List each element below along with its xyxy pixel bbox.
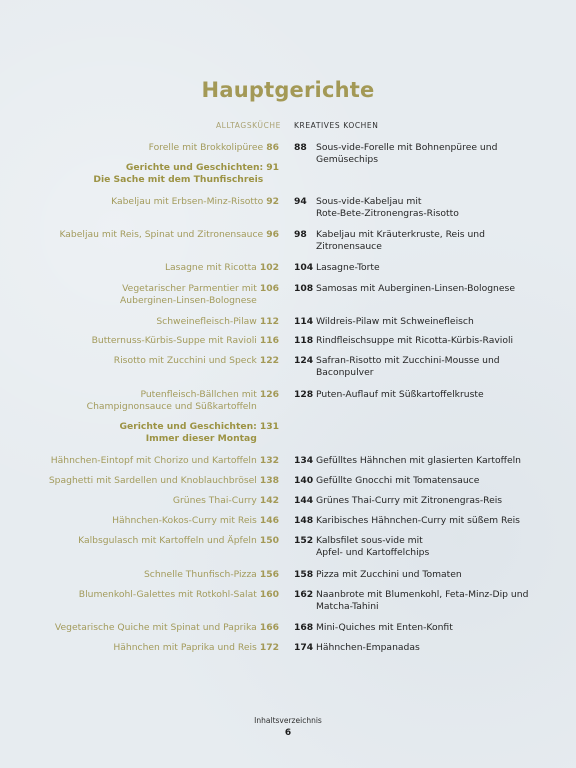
everyday-recipe-entry[interactable]	[144, 569, 279, 581]
column-heading-everyday: ALLTAGSKÜCHE	[215, 121, 281, 130]
entry-title: Blumenkohl-Galettes mit Rotkohl-Salat	[78, 589, 257, 600]
entry-title-line	[120, 283, 279, 295]
entry-title-line	[173, 495, 279, 507]
everyday-recipe-entry[interactable]	[55, 622, 279, 634]
entry-title-line: Pizza mit Zucchini und Tomaten	[316, 569, 462, 580]
everyday-recipe-entry[interactable]	[156, 316, 279, 328]
entry-title: Auberginen-Linsen-Bolognese	[120, 295, 257, 306]
entry-title: Lasagne mit Ricotta	[164, 262, 257, 273]
entry-title-line	[78, 535, 279, 547]
entry-page-number: 94	[294, 196, 307, 207]
entry-title: Forelle mit Brokkolipüree	[148, 142, 264, 153]
entry-title-line: Kabeljau mit Kräuterkruste, Reis und	[316, 229, 485, 240]
entry-page-number: 98	[294, 229, 307, 240]
entry-page-number: 104	[294, 262, 314, 273]
everyday-recipe-entry[interactable]	[87, 389, 279, 413]
everyday-recipe-entry[interactable]	[79, 589, 279, 601]
entry-title: Schnelle Thunfisch-Pizza	[143, 569, 257, 580]
entry-title-line: Puten-Auflauf mit Süßkartoffelkruste	[316, 389, 484, 400]
creative-recipe-entry[interactable]	[294, 389, 484, 401]
entry-title: Vegetarischer Parmentier mit	[122, 283, 257, 294]
page-number: 6	[284, 728, 292, 738]
entry-title-line	[93, 174, 279, 186]
creative-recipe-entry[interactable]	[294, 642, 420, 654]
entry-title: Kabeljau mit Reis, Spinat und Zitronensauce	[59, 229, 264, 240]
creative-recipe-entry[interactable]	[294, 229, 485, 253]
creative-recipe-entry[interactable]	[294, 622, 453, 634]
entry-title-line: Rindfleischsuppe mit Ricotta-Kürbis-Ravioli	[316, 335, 514, 346]
entry-page-number: 140	[294, 475, 314, 486]
entry-title-line	[119, 433, 279, 445]
entry-page-number: 156	[259, 569, 279, 580]
entry-page-number: 132	[259, 455, 279, 466]
entry-page-number: 166	[259, 622, 279, 633]
entry-title: Immer dieser Montag	[145, 433, 257, 444]
entry-title: Champignonsauce und Süßkartoffeln	[86, 401, 257, 412]
entry-page-number: 124	[294, 355, 314, 366]
entry-page-number: 168	[294, 622, 314, 633]
creative-recipe-entry[interactable]	[294, 316, 474, 328]
entry-page-number: 150	[259, 535, 279, 546]
entry-title-line: Gefülltes Hähnchen mit glasierten Kartoffeln	[316, 455, 522, 466]
entry-page-number: 152	[294, 535, 314, 546]
creative-recipe-entry[interactable]	[294, 515, 520, 527]
creative-recipe-entry[interactable]	[294, 495, 502, 507]
page-title: Hauptgerichte	[201, 78, 375, 102]
entry-title: Kalbsgulasch mit Kartoffeln und Äpfeln	[78, 535, 257, 546]
entry-title-line	[55, 622, 279, 634]
entry-page-number: 96	[266, 229, 279, 240]
entry-title: Hähnchen mit Paprika und Reis	[113, 642, 257, 653]
story-entry[interactable]	[119, 421, 279, 445]
entry-title	[316, 535, 429, 559]
entry-title-line	[114, 355, 279, 367]
entry-title-line	[87, 401, 279, 413]
entry-title-line: Gefüllte Gnocchi mit Tomatensauce	[316, 475, 480, 486]
entry-page-number: 128	[294, 389, 314, 400]
entry-title-line: Sous-vide-Kabeljau mit	[316, 196, 422, 207]
entry-title-line	[112, 515, 279, 527]
entry-title-line	[120, 295, 279, 307]
everyday-recipe-entry[interactable]	[173, 495, 279, 507]
story-entry[interactable]	[93, 162, 279, 186]
entry-page-number: 102	[259, 262, 279, 273]
entry-title	[316, 622, 453, 634]
everyday-recipe-entry[interactable]	[165, 262, 279, 274]
entry-page-number: 134	[294, 455, 314, 466]
entry-title	[316, 569, 462, 581]
entry-title	[316, 355, 500, 379]
entry-title: Kabeljau mit Erbsen-Minz-Risotto	[111, 196, 264, 207]
entry-title-line	[93, 162, 279, 174]
entry-title: Hähnchen-Kokos-Curry mit Reis	[112, 515, 257, 526]
entry-title	[316, 642, 420, 654]
creative-recipe-entry[interactable]	[294, 569, 462, 581]
creative-recipe-entry[interactable]	[294, 262, 380, 274]
entry-title-line: Apfel- und Kartoffelchips	[316, 547, 430, 558]
entry-title: Gerichte und Geschichten:	[119, 421, 257, 432]
entry-title-line: Kalbsfilet sous-vide mit	[316, 535, 423, 546]
entry-title	[316, 389, 484, 401]
entry-title-line	[156, 316, 279, 328]
entry-page-number: 108	[294, 283, 314, 294]
creative-recipe-entry[interactable]	[294, 335, 513, 347]
entry-title	[316, 455, 521, 467]
entry-title: Putenfleisch-Bällchen mit	[140, 389, 257, 400]
entry-title	[316, 142, 497, 166]
everyday-recipe-entry[interactable]	[113, 642, 279, 654]
entry-title-line	[87, 389, 279, 401]
entry-title-line	[111, 196, 279, 208]
everyday-recipe-entry[interactable]	[111, 196, 279, 208]
everyday-recipe-entry[interactable]	[59, 229, 279, 241]
entry-title-line: Sous-vide-Forelle mit Bohnenpüree und	[316, 142, 498, 153]
entry-title-line: Samosas mit Auberginen-Linsen-Bolognese	[316, 283, 515, 294]
entry-page-number: 160	[259, 589, 279, 600]
entry-page-number: 144	[294, 495, 314, 506]
entry-title	[316, 316, 474, 328]
entry-page-number: 158	[294, 569, 314, 580]
column-heading-creative: KREATIVES KOCHEN	[294, 121, 379, 130]
entry-title-line: Mini-Quiches mit Enten-Konfit	[316, 622, 453, 633]
entry-title	[316, 196, 459, 220]
entry-title-line: Hähnchen-Empanadas	[316, 642, 420, 653]
footer-label: Inhaltsverzeichnis	[254, 716, 322, 725]
entry-page-number: 88	[294, 142, 307, 153]
entry-page-number: 172	[259, 642, 279, 653]
everyday-recipe-entry[interactable]	[49, 475, 279, 487]
creative-recipe-entry[interactable]	[294, 355, 500, 379]
entry-title-line: Lasagne-Torte	[316, 262, 380, 273]
entry-title: Schweinefleisch-Pilaw	[156, 316, 257, 327]
entry-title-line: Matcha-Tahini	[316, 601, 379, 612]
entry-page-number: 122	[259, 355, 279, 366]
entry-title	[316, 475, 479, 487]
entry-title-line: Wildreis-Pilaw mit Schweinefleisch	[316, 316, 474, 327]
creative-recipe-entry[interactable]	[294, 475, 479, 487]
entry-page-number: 114	[294, 316, 314, 327]
creative-recipe-entry[interactable]	[294, 455, 521, 467]
entry-title: Grünes Thai-Curry	[172, 495, 257, 506]
entry-page-number: 112	[259, 316, 279, 327]
everyday-recipe-entry[interactable]	[51, 455, 279, 467]
creative-recipe-entry[interactable]	[294, 589, 528, 613]
entry-page-number: 91	[266, 162, 279, 173]
entry-title	[316, 262, 380, 274]
entry-page-number: 174	[294, 642, 314, 653]
entry-title	[316, 515, 520, 527]
entry-page-number: 138	[259, 475, 279, 486]
entry-title-line	[149, 142, 279, 154]
everyday-recipe-entry[interactable]	[112, 515, 279, 527]
everyday-recipe-entry[interactable]	[92, 335, 279, 347]
entry-page-number: 106	[259, 283, 279, 294]
entry-title-line	[59, 229, 279, 241]
entry-title-line	[51, 455, 279, 467]
everyday-recipe-entry[interactable]	[149, 142, 279, 154]
entry-page-number: 148	[294, 515, 314, 526]
entry-page-number: 86	[266, 142, 279, 153]
entry-title-line	[92, 335, 279, 347]
entry-title: Gerichte und Geschichten:	[125, 162, 264, 173]
entry-title-line: Baconpulver	[316, 367, 374, 378]
entry-page-number: 142	[259, 495, 279, 506]
entry-title-line: Grünes Thai-Curry mit Zitronengras-Reis	[316, 495, 503, 506]
everyday-recipe-entry[interactable]	[120, 283, 279, 307]
entry-title-line	[113, 642, 279, 654]
entry-title: Die Sache mit dem Thunfischreis	[93, 174, 264, 185]
creative-recipe-entry[interactable]	[294, 142, 497, 166]
entry-title-line: Naanbrote mit Blumenkohl, Feta-Minz-Dip und	[316, 589, 529, 600]
entry-title-line: Zitronensauce	[316, 241, 382, 252]
entry-page-number: 126	[259, 389, 279, 400]
everyday-recipe-entry[interactable]	[78, 535, 279, 547]
entry-title-line: Safran-Risotto mit Zucchini-Mousse und	[316, 355, 500, 366]
entry-title-line	[119, 421, 279, 433]
entry-page-number: 162	[294, 589, 314, 600]
entry-title-line: Karibisches Hähnchen-Curry mit süßem Reis	[316, 515, 520, 526]
creative-recipe-entry[interactable]	[294, 283, 515, 295]
entry-page-number: 118	[294, 335, 314, 346]
entry-page-number: 146	[259, 515, 279, 526]
entry-title	[316, 229, 485, 253]
entry-page-number: 116	[259, 335, 279, 346]
entry-title-line	[165, 262, 279, 274]
creative-recipe-entry[interactable]	[294, 196, 459, 220]
entry-title: Vegetarische Quiche mit Spinat und Paprika	[54, 622, 257, 633]
entry-title-line	[49, 475, 279, 487]
entry-title	[316, 589, 528, 613]
entry-title: Risotto mit Zucchini und Speck	[113, 355, 257, 366]
entry-title	[316, 495, 502, 507]
entry-title	[316, 335, 513, 347]
entry-title	[316, 283, 515, 295]
entry-title-line	[79, 589, 279, 601]
entry-title: Hähnchen-Eintopf mit Chorizo und Kartoffeln	[50, 455, 257, 466]
entry-title-line	[144, 569, 279, 581]
entry-title-line: Gemüsechips	[316, 154, 379, 165]
entry-title: Spaghetti mit Sardellen und Knoblauchbrösel	[48, 475, 257, 486]
entry-title-line: Rote-Bete-Zitronengras-Risotto	[316, 208, 459, 219]
everyday-recipe-entry[interactable]	[114, 355, 279, 367]
entry-page-number: 131	[259, 421, 279, 432]
creative-recipe-entry[interactable]	[294, 535, 429, 559]
entry-title: Butternuss-Kürbis-Suppe mit Ravioli	[91, 335, 257, 346]
entry-page-number: 92	[266, 196, 279, 207]
